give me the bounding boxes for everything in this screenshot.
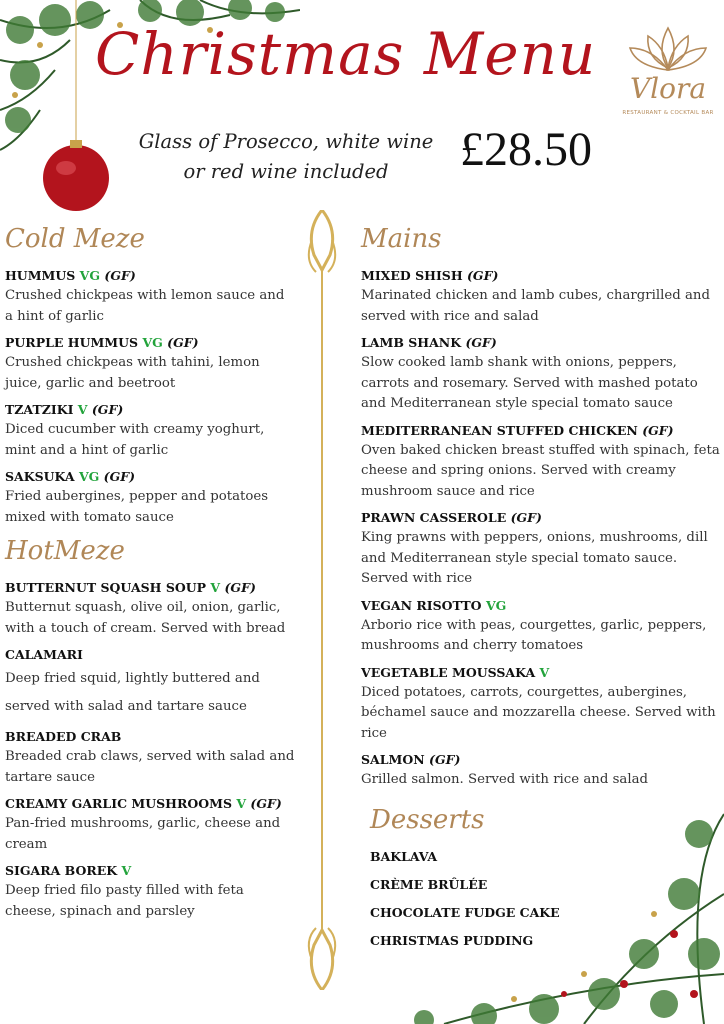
cold-meze-list: [5, 266, 295, 528]
item-description: King prawns with peppers, onions, mushrooms, dill and Mediterranean style special tomato sauce. Served with rice: [361, 530, 708, 586]
menu-item: [361, 663, 723, 745]
item-name-line: [361, 596, 723, 616]
menu-item: [5, 266, 295, 327]
item-description: Breaded crab claws, served with salad and tartare sauce: [5, 749, 295, 785]
item-name: PRAWN CASSEROLE: [361, 510, 507, 525]
menu-item: [5, 727, 295, 788]
item-description: Arborio rice with peas, courgettes, garlic, peppers, mushrooms and cherry tomatoes: [361, 617, 707, 653]
gluten-free-tag: (GF): [642, 422, 674, 438]
drink-offer-text: Glass of Prosecco, white wine or red wine included: [138, 130, 434, 183]
section-title-desserts: Desserts: [370, 804, 485, 835]
item-name-line: [5, 467, 295, 487]
item-name: SALMON: [361, 752, 425, 767]
gluten-free-tag: (GF): [465, 335, 497, 350]
item-name: SIGARA BOREK: [5, 863, 118, 878]
item-name-line: [5, 645, 295, 665]
diet-tag: VG: [79, 268, 101, 283]
menu-item: [361, 333, 723, 415]
item-name-line: [361, 421, 723, 441]
item-name: SAKSUKA: [5, 469, 75, 484]
section-title-hot-meze: HotMeze: [5, 536, 125, 566]
gluten-free-tag: (GF): [250, 796, 282, 811]
diet-tag: VG: [78, 469, 100, 484]
item-name: BUTTERNUT SQUASH SOUP: [5, 580, 207, 595]
item-name: MEDITERRANEAN STUFFED CHICKEN: [361, 422, 638, 438]
left-column: [5, 224, 295, 928]
gold-divider-ornament: [300, 210, 344, 990]
item-name-line: [5, 266, 295, 286]
item-name-line: [5, 578, 295, 598]
gluten-free-tag: (GF): [224, 580, 256, 595]
item-name-line: [5, 400, 295, 420]
menu-item: [5, 333, 295, 394]
item-description: Diced cucumber with creamy yoghurt, mint and a hint of garlic: [5, 422, 265, 458]
gluten-free-tag: (GF): [429, 752, 461, 767]
item-description: Fried aubergines, pepper and potatoes mixed with tomato sauce: [5, 489, 269, 525]
item-description: Oven baked chicken breast stuffed with spinach, feta cheese and spring onions. Served with creamy mushroom sauce and rice: [361, 442, 720, 499]
item-description: Butternut squash, olive oil, onion, garlic, with a touch of cream. Served with bread: [5, 600, 286, 636]
diet-tag: V: [236, 796, 247, 811]
item-name: TZATZIKI: [5, 402, 74, 417]
item-name-line: [5, 861, 295, 881]
gluten-free-tag: (GF): [466, 268, 499, 283]
item-description: Deep fried squid, lightly buttered and served with salad and tartare sauce: [5, 671, 260, 714]
menu-item: [5, 467, 295, 528]
dessert-item: BAKLAVA: [370, 848, 438, 864]
item-name-line: [361, 750, 723, 770]
item-name-line: [361, 333, 723, 353]
menu-item: [5, 645, 295, 721]
item-name: PURPLE HUMMUS: [5, 335, 139, 350]
item-description: Grilled salmon. Served with rice and salad: [361, 772, 649, 787]
item-description: Marinated chicken and lamb cubes, chargrilled and served with rice and salad: [361, 288, 710, 324]
hot-meze-list: [5, 578, 295, 922]
dessert-item: CHRISTMAS PUDDING: [370, 932, 534, 948]
gluten-free-tag: (GF): [167, 335, 199, 350]
item-name: MIXED SHISH: [361, 268, 463, 283]
item-name-line: [361, 266, 723, 286]
diet-tag: VG: [485, 597, 507, 613]
dessert-item: CHOCOLATE FUDGE CAKE: [370, 904, 560, 920]
item-name: BREADED CRAB: [5, 729, 122, 744]
item-name: VEGAN RISOTTO: [361, 597, 482, 613]
item-name: CREAMY GARLIC MUSHROOMS: [5, 796, 232, 811]
menu-item: [361, 750, 723, 791]
menu-title: Christmas Menu: [95, 20, 597, 88]
logo-wordmark: Vlora: [629, 72, 707, 105]
menu-price: £28.50: [460, 123, 592, 176]
dessert-item: CRÈME BRÛLÉE: [370, 876, 488, 892]
gluten-free-tag: (GF): [103, 469, 136, 484]
logo-subtitle: RESTAURANT & COCKTAIL BAR: [622, 110, 714, 116]
section-title-cold-meze: Cold Meze: [5, 224, 145, 254]
menu-item: [361, 508, 723, 590]
item-name: CALAMARI: [5, 647, 83, 662]
christmas-bauble-icon: [43, 145, 109, 211]
menu-item: [361, 596, 723, 657]
item-description: Deep fried filo pasty filled with feta cheese, spinach and parsley: [5, 883, 244, 919]
section-title-mains: Mains: [361, 224, 442, 254]
item-name-line: [5, 727, 295, 747]
item-name-line: [5, 794, 295, 814]
menu-item: [5, 578, 295, 639]
menu-item: [5, 794, 295, 855]
item-name: LAMB SHANK: [361, 335, 462, 350]
item-name-line: [5, 333, 295, 353]
diet-tag: V: [539, 664, 550, 680]
mains-list: [361, 266, 723, 791]
diet-tag: VG: [142, 335, 163, 350]
item-description: Diced potatoes, carrots, courgettes, aubergines, béchamel sauce and mozzarella cheese. Served with rice: [361, 684, 716, 741]
desserts-section: [370, 805, 723, 955]
diet-tag: V: [210, 580, 221, 595]
item-name: HUMMUS: [5, 268, 76, 283]
gluten-free-tag: (GF): [104, 268, 136, 283]
gluten-free-tag: (GF): [91, 402, 124, 417]
item-description: Crushed chickpeas with tahini, lemon juice, garlic and beetroot: [5, 355, 260, 391]
gluten-free-tag: (GF): [510, 510, 542, 525]
diet-tag: V: [77, 402, 88, 417]
diet-tag: V: [121, 863, 132, 878]
menu-item: [5, 400, 295, 461]
right-column: [361, 224, 723, 955]
item-description: Crushed chickpeas with lemon sauce and a hint of garlic: [5, 288, 285, 324]
item-description: Slow cooked lamb shank with onions, peppers, carrots and rosemary. Served with mashed potato and Mediterranean style special tomato sauce: [361, 355, 698, 411]
item-name-line: [361, 508, 723, 528]
menu-item: [5, 861, 295, 922]
item-name: VEGETABLE MOUSSAKA: [361, 664, 536, 680]
item-name-line: [361, 663, 723, 683]
item-description: Pan-fried mushrooms, garlic, cheese and cream: [5, 816, 281, 852]
menu-item: [361, 266, 723, 327]
menu-item: [361, 421, 723, 503]
